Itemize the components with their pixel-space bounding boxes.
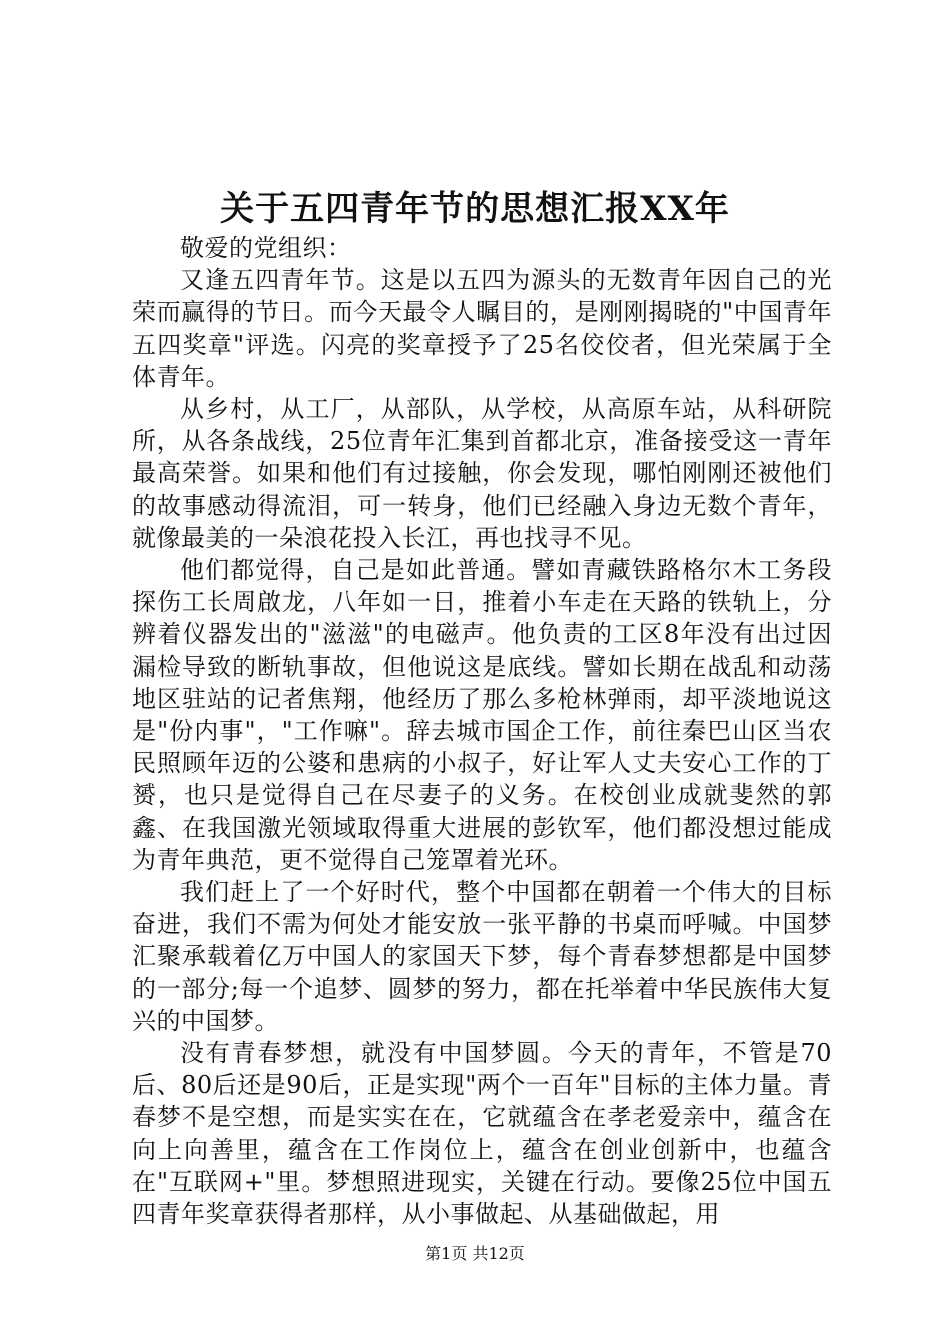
salutation: 敬爱的党组织： (180, 234, 352, 262)
paragraph-3: 他们都觉得，自己是如此普通。譬如青藏铁路格尔木工务段探伤工长周啟龙，八年如一日，推着小车走在天路的铁轨上，分辨着仪器发出的"滋滋"的电磁声。他负责的工区8年没有出过因漏检导致的断轨事故，但他说这是底线。譬如长期在战乱和动荡地区驻站的记者焦翔，他经历了那么多枪林弹雨，却平淡地说这是"份内事"，"工作嘛"。辞去城市国企工作，前往秦巴山区当农民照顾年迈的公婆和患病的小叔子，好让军人丈夫安心工作的丁赟，也只是觉得自己在尽妻子的义务。在校创业成就斐然的郭鑫、在我国激光领域取得重大进展的彭钦军，他们都没想过能成为青年典范，更不觉得自己笼罩着光环。 (132, 556, 832, 874)
paragraph-2: 从乡村，从工厂，从部队，从学校，从高原车站，从科研院所，从各条战线，25位青年汇集到首都北京，准备接受这一青年最高荣誉。如果和他们有过接触，你会发现，哪怕刚刚还被他们的故事感动得流泪，可一转身，他们已经融入身边无数个青年，就像最美的一朵浪花投入长江，再也找寻不见。 (132, 395, 832, 552)
paragraph-5: 没有青春梦想，就没有中国梦圆。今天的青年，不管是70后、80后还是90后，正是实现"两个一百年"目标的主体力量。青春梦不是空想，而是实实在在，它就蕴含在孝老爱亲中，蕴含在向上向善里，蕴含在工作岗位上，蕴含在创业创新中，也蕴含在"互联网+"里。梦想照进现实，关键在行动。要像25位中国五四青年奖章获得者那样，从小事做起、从基础做起，用 (132, 1039, 832, 1229)
paragraph-1: 又逢五四青年节。这是以五四为源头的无数青年因自己的光荣而赢得的节日。而今天最令人瞩目的，是刚刚揭晓的"中国青年五四奖章"评选。闪亮的奖章授予了25名佼佼者，但光荣属于全体青年。 (132, 266, 832, 391)
page-number-footer: 第1页 共12页 (425, 1244, 525, 1263)
document-body (132, 232, 832, 1230)
paragraph-4: 我们赶上了一个好时代，整个中国都在朝着一个伟大的目标奋进，我们不需为何处才能安放一张平静的书桌而呼喊。中国梦汇聚承载着亿万中国人的家国天下梦，每个青春梦想都是中国梦的一部分;每一个追梦、圆梦的努力，都在托举着中华民族伟大复兴的中国梦。 (132, 878, 832, 1035)
document-title: 关于五四青年节的思想汇报XX年 (220, 189, 730, 229)
